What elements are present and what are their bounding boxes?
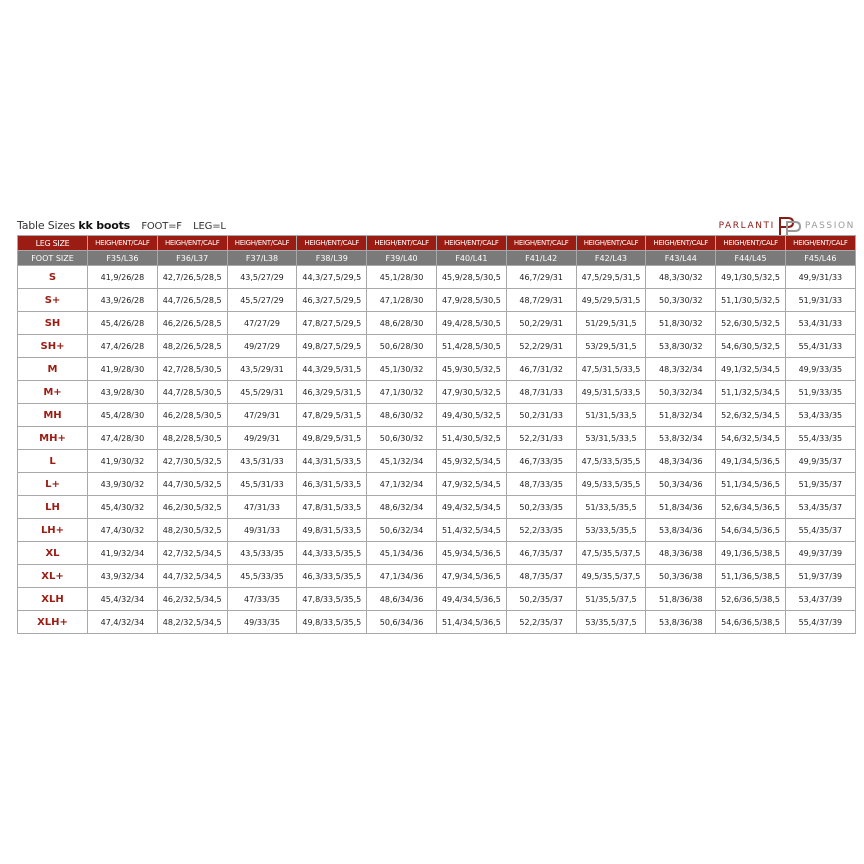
measurement-cell: 47,1/34/36 xyxy=(367,565,437,588)
leg-size-label: L xyxy=(18,450,88,473)
measurement-cell: 42,7/28,5/30,5 xyxy=(157,358,227,381)
measurement-cell: 47,5/29,5/31,5 xyxy=(576,266,646,289)
size-code-header: F36/L37 xyxy=(157,251,227,266)
measurement-cell: 45,9/34,5/36,5 xyxy=(436,542,506,565)
brand-word-parlanti: PARLANTI xyxy=(718,221,775,231)
measurement-cell: 51/29,5/31,5 xyxy=(576,312,646,335)
measure-label-header: HEIGH/ENT/CALF xyxy=(227,236,297,251)
table-row xyxy=(18,496,856,519)
measurement-cell: 45,4/28/30 xyxy=(88,404,158,427)
measurement-cell: 47,9/30,5/32,5 xyxy=(436,381,506,404)
measurement-cell: 43,9/30/32 xyxy=(88,473,158,496)
size-table-body xyxy=(18,266,856,634)
measurement-cell: 48,2/28,5/30,5 xyxy=(157,427,227,450)
page-title xyxy=(17,219,226,232)
measurement-cell: 50,2/33/35 xyxy=(506,496,576,519)
measurement-cell: 49,4/32,5/34,5 xyxy=(436,496,506,519)
measurement-cell: 45,1/30/32 xyxy=(367,358,437,381)
brand-logo xyxy=(719,216,855,236)
measurement-cell: 49,1/34,5/36,5 xyxy=(716,450,786,473)
measurement-cell: 55,4/33/35 xyxy=(785,427,855,450)
measurement-cell: 54,6/32,5/34,5 xyxy=(716,427,786,450)
measurement-cell: 51,4/28,5/30,5 xyxy=(436,335,506,358)
table-row xyxy=(18,519,856,542)
measurement-cell: 48,2/30,5/32,5 xyxy=(157,519,227,542)
measurement-cell: 46,3/27,5/29,5 xyxy=(297,289,367,312)
measurement-cell: 46,7/29/31 xyxy=(506,266,576,289)
measurement-cell: 43,5/33/35 xyxy=(227,542,297,565)
measurement-cell: 49,4/28,5/30,5 xyxy=(436,312,506,335)
size-table xyxy=(17,235,856,634)
measurement-cell: 55,4/35/37 xyxy=(785,519,855,542)
size-code-header: F35/L36 xyxy=(88,251,158,266)
measurement-cell: 49,8/33,5/35,5 xyxy=(297,611,367,634)
measurement-cell: 46,7/33/35 xyxy=(506,450,576,473)
measurement-cell: 50,3/30/32 xyxy=(646,289,716,312)
measurement-cell: 51/31,5/33,5 xyxy=(576,404,646,427)
measure-label-header: HEIGH/ENT/CALF xyxy=(716,236,786,251)
measurement-cell: 52,2/29/31 xyxy=(506,335,576,358)
measurement-cell: 51,1/30,5/32,5 xyxy=(716,289,786,312)
leg-size-header: LEG SIZE xyxy=(18,236,88,251)
measurement-cell: 47/29/31 xyxy=(227,404,297,427)
measurement-cell: 52,2/35/37 xyxy=(506,611,576,634)
size-code-header: F42/L43 xyxy=(576,251,646,266)
measurement-cell: 49,8/29,5/31,5 xyxy=(297,427,367,450)
measurement-cell: 46,2/32,5/34,5 xyxy=(157,588,227,611)
size-code-header: F39/L40 xyxy=(367,251,437,266)
measurement-cell: 41,9/32/34 xyxy=(88,542,158,565)
measurement-cell: 51,1/36,5/38,5 xyxy=(716,565,786,588)
measurement-cell: 45,5/33/35 xyxy=(227,565,297,588)
table-row xyxy=(18,565,856,588)
measurement-cell: 49,8/31,5/33,5 xyxy=(297,519,367,542)
leg-size-label: M+ xyxy=(18,381,88,404)
measurement-cell: 53,8/32/34 xyxy=(646,427,716,450)
measurement-cell: 46,7/35/37 xyxy=(506,542,576,565)
title-prefix: Table Sizes xyxy=(17,219,76,232)
measurement-cell: 52,6/36,5/38,5 xyxy=(716,588,786,611)
table-row xyxy=(18,358,856,381)
table-row xyxy=(18,427,856,450)
measurement-cell: 53,8/30/32 xyxy=(646,335,716,358)
measurement-cell: 47,9/34,5/36,5 xyxy=(436,565,506,588)
size-code-header-row xyxy=(18,251,856,266)
measurement-cell: 49,9/37/39 xyxy=(785,542,855,565)
table-row xyxy=(18,266,856,289)
measurement-cell: 49,4/34,5/36,5 xyxy=(436,588,506,611)
measurement-cell: 49,4/30,5/32,5 xyxy=(436,404,506,427)
measurement-cell: 47,5/35,5/37,5 xyxy=(576,542,646,565)
measurement-cell: 53,4/35/37 xyxy=(785,496,855,519)
table-row xyxy=(18,381,856,404)
measurement-cell: 48,7/31/33 xyxy=(506,381,576,404)
table-row xyxy=(18,404,856,427)
measurement-cell: 47,4/32/34 xyxy=(88,611,158,634)
title-product: kk boots xyxy=(78,219,131,232)
measurement-cell: 50,2/31/33 xyxy=(506,404,576,427)
size-code-header: F37/L38 xyxy=(227,251,297,266)
measurement-cell: 47,1/28/30 xyxy=(367,289,437,312)
measurement-cell: 43,5/27/29 xyxy=(227,266,297,289)
measurement-cell: 47,8/31,5/33,5 xyxy=(297,496,367,519)
measurement-cell: 48,2/26,5/28,5 xyxy=(157,335,227,358)
measurement-cell: 44,7/26,5/28,5 xyxy=(157,289,227,312)
size-code-header: F38/L39 xyxy=(297,251,367,266)
measurement-cell: 49,5/35,5/37,5 xyxy=(576,565,646,588)
pp-monogram-icon xyxy=(777,216,803,236)
leg-size-label: XL+ xyxy=(18,565,88,588)
measurement-cell: 42,7/32,5/34,5 xyxy=(157,542,227,565)
measurement-cell: 47,4/26/28 xyxy=(88,335,158,358)
measurement-cell: 46,3/29,5/31,5 xyxy=(297,381,367,404)
measurement-cell: 45,5/29/31 xyxy=(227,381,297,404)
measurement-cell: 51,4/32,5/34,5 xyxy=(436,519,506,542)
size-code-header: F44/L45 xyxy=(716,251,786,266)
measurement-cell: 51,8/34/36 xyxy=(646,496,716,519)
measure-label-header: HEIGH/ENT/CALF xyxy=(436,236,506,251)
measurement-cell: 52,6/32,5/34,5 xyxy=(716,404,786,427)
measurement-cell: 45,1/28/30 xyxy=(367,266,437,289)
measurement-cell: 46,2/30,5/32,5 xyxy=(157,496,227,519)
measurement-cell: 50,3/34/36 xyxy=(646,473,716,496)
measurement-cell: 44,3/31,5/33,5 xyxy=(297,450,367,473)
measurement-cell: 48,6/30/32 xyxy=(367,404,437,427)
measurement-cell: 47,8/29,5/31,5 xyxy=(297,404,367,427)
measurement-cell: 53,8/36/38 xyxy=(646,611,716,634)
measurement-cell: 41,9/26/28 xyxy=(88,266,158,289)
measurement-cell: 51,4/34,5/36,5 xyxy=(436,611,506,634)
measurement-cell: 53/31,5/33,5 xyxy=(576,427,646,450)
foot-size-header: FOOT SIZE xyxy=(18,251,88,266)
measure-label-header: HEIGH/ENT/CALF xyxy=(576,236,646,251)
measurement-cell: 45,5/31/33 xyxy=(227,473,297,496)
measurement-cell: 55,4/31/33 xyxy=(785,335,855,358)
measurement-cell: 49,5/33,5/35,5 xyxy=(576,473,646,496)
measurement-cell: 48,6/34/36 xyxy=(367,588,437,611)
measurement-cell: 44,3/33,5/35,5 xyxy=(297,542,367,565)
table-row xyxy=(18,289,856,312)
measurement-cell: 48,7/35/37 xyxy=(506,565,576,588)
measurement-cell: 47,4/30/32 xyxy=(88,519,158,542)
measurement-cell: 50,6/34/36 xyxy=(367,611,437,634)
table-header-bar xyxy=(17,215,855,235)
leg-legend-note: LEG=L xyxy=(193,221,226,232)
measurement-cell: 50,6/30/32 xyxy=(367,427,437,450)
measurement-cell: 46,3/31,5/33,5 xyxy=(297,473,367,496)
measure-label-header: HEIGH/ENT/CALF xyxy=(785,236,855,251)
measurement-cell: 51,1/32,5/34,5 xyxy=(716,381,786,404)
measurement-cell: 49,5/29,5/31,5 xyxy=(576,289,646,312)
measure-header-row xyxy=(18,236,856,251)
measurement-cell: 50,3/36/38 xyxy=(646,565,716,588)
measurement-cell: 45,4/32/34 xyxy=(88,588,158,611)
measurement-cell: 51,8/36/38 xyxy=(646,588,716,611)
measurement-cell: 43,5/31/33 xyxy=(227,450,297,473)
measurement-cell: 54,6/34,5/36,5 xyxy=(716,519,786,542)
measurement-cell: 50,2/35/37 xyxy=(506,588,576,611)
measurement-cell: 52,6/30,5/32,5 xyxy=(716,312,786,335)
measurement-cell: 45,9/32,5/34,5 xyxy=(436,450,506,473)
measurement-cell: 42,7/26,5/28,5 xyxy=(157,266,227,289)
table-row xyxy=(18,588,856,611)
measurement-cell: 45,4/30/32 xyxy=(88,496,158,519)
measure-label-header: HEIGH/ENT/CALF xyxy=(506,236,576,251)
measurement-cell: 53/33,5/35,5 xyxy=(576,519,646,542)
measurement-cell: 47,1/30/32 xyxy=(367,381,437,404)
measurement-cell: 47,8/27,5/29,5 xyxy=(297,312,367,335)
measurement-cell: 49,1/30,5/32,5 xyxy=(716,266,786,289)
measurement-cell: 49,5/31,5/33,5 xyxy=(576,381,646,404)
measurement-cell: 49/33/35 xyxy=(227,611,297,634)
measurement-cell: 46,2/28,5/30,5 xyxy=(157,404,227,427)
measurement-cell: 51,4/30,5/32,5 xyxy=(436,427,506,450)
leg-size-label: S+ xyxy=(18,289,88,312)
measurement-cell: 51,8/32/34 xyxy=(646,404,716,427)
measurement-cell: 51,9/33/35 xyxy=(785,381,855,404)
measurement-cell: 43,9/26/28 xyxy=(88,289,158,312)
measurement-cell: 45,9/30,5/32,5 xyxy=(436,358,506,381)
measurement-cell: 48,3/34/36 xyxy=(646,450,716,473)
measure-label-header: HEIGH/ENT/CALF xyxy=(88,236,158,251)
measurement-cell: 51,9/35/37 xyxy=(785,473,855,496)
measurement-cell: 53/29,5/31,5 xyxy=(576,335,646,358)
measure-label-header: HEIGH/ENT/CALF xyxy=(297,236,367,251)
measurement-cell: 53,4/31/33 xyxy=(785,312,855,335)
leg-size-label: S xyxy=(18,266,88,289)
size-code-header: F40/L41 xyxy=(436,251,506,266)
measurement-cell: 41,9/28/30 xyxy=(88,358,158,381)
leg-size-label: LH xyxy=(18,496,88,519)
table-row xyxy=(18,450,856,473)
measurement-cell: 48,6/32/34 xyxy=(367,496,437,519)
measurement-cell: 50,2/29/31 xyxy=(506,312,576,335)
measurement-cell: 44,7/32,5/34,5 xyxy=(157,565,227,588)
measurement-cell: 41,9/30/32 xyxy=(88,450,158,473)
measurement-cell: 44,3/29,5/31,5 xyxy=(297,358,367,381)
measurement-cell: 51,9/37/39 xyxy=(785,565,855,588)
measurement-cell: 52,2/31/33 xyxy=(506,427,576,450)
measurement-cell: 47,4/28/30 xyxy=(88,427,158,450)
measurement-cell: 49,9/33/35 xyxy=(785,358,855,381)
measurement-cell: 52,6/34,5/36,5 xyxy=(716,496,786,519)
measurement-cell: 49,8/27,5/29,5 xyxy=(297,335,367,358)
measurement-cell: 44,3/27,5/29,5 xyxy=(297,266,367,289)
size-code-header: F41/L42 xyxy=(506,251,576,266)
leg-size-label: MH+ xyxy=(18,427,88,450)
measurement-cell: 49,1/32,5/34,5 xyxy=(716,358,786,381)
leg-size-label: MH xyxy=(18,404,88,427)
measurement-cell: 47,5/31,5/33,5 xyxy=(576,358,646,381)
measurement-cell: 48,3/36/38 xyxy=(646,542,716,565)
measurement-cell: 52,2/33/35 xyxy=(506,519,576,542)
measurement-cell: 47/33/35 xyxy=(227,588,297,611)
measurement-cell: 47,9/28,5/30,5 xyxy=(436,289,506,312)
measure-label-header: HEIGH/ENT/CALF xyxy=(646,236,716,251)
leg-size-label: XLH xyxy=(18,588,88,611)
brand-word-passion: PASSION xyxy=(804,221,855,231)
measurement-cell: 48,6/28/30 xyxy=(367,312,437,335)
leg-size-label: L+ xyxy=(18,473,88,496)
measurement-cell: 51,1/34,5/36,5 xyxy=(716,473,786,496)
measurement-cell: 43,5/29/31 xyxy=(227,358,297,381)
measurement-cell: 47/31/33 xyxy=(227,496,297,519)
measurement-cell: 54,6/36,5/38,5 xyxy=(716,611,786,634)
measurement-cell: 48,3/30/32 xyxy=(646,266,716,289)
table-row xyxy=(18,611,856,634)
measurement-cell: 47,8/33,5/35,5 xyxy=(297,588,367,611)
measurement-cell: 42,7/30,5/32,5 xyxy=(157,450,227,473)
measurement-cell: 47,5/33,5/35,5 xyxy=(576,450,646,473)
measurement-cell: 49/27/29 xyxy=(227,335,297,358)
measurement-cell: 45,1/34/36 xyxy=(367,542,437,565)
size-code-header: F43/L44 xyxy=(646,251,716,266)
table-row xyxy=(18,473,856,496)
leg-size-label: SH xyxy=(18,312,88,335)
measurement-cell: 49/31/33 xyxy=(227,519,297,542)
measurement-cell: 50,3/32/34 xyxy=(646,381,716,404)
leg-size-label: M xyxy=(18,358,88,381)
measurement-cell: 47,9/32,5/34,5 xyxy=(436,473,506,496)
measurement-cell: 45,5/27/29 xyxy=(227,289,297,312)
measurement-cell: 53,4/33/35 xyxy=(785,404,855,427)
leg-size-label: XLH+ xyxy=(18,611,88,634)
measurement-cell: 47/27/29 xyxy=(227,312,297,335)
measurement-cell: 45,9/28,5/30,5 xyxy=(436,266,506,289)
measurement-cell: 51,8/30/32 xyxy=(646,312,716,335)
measurement-cell: 51,9/31/33 xyxy=(785,289,855,312)
leg-size-label: LH+ xyxy=(18,519,88,542)
measurement-cell: 53,8/34/36 xyxy=(646,519,716,542)
measurement-cell: 55,4/37/39 xyxy=(785,611,855,634)
foot-legend-note: FOOT=F xyxy=(141,221,182,232)
measurement-cell: 49,9/31/33 xyxy=(785,266,855,289)
measurement-cell: 47,1/32/34 xyxy=(367,473,437,496)
measurement-cell: 48,2/32,5/34,5 xyxy=(157,611,227,634)
measurement-cell: 50,6/32/34 xyxy=(367,519,437,542)
measurement-cell: 48,7/33/35 xyxy=(506,473,576,496)
measurement-cell: 54,6/30,5/32,5 xyxy=(716,335,786,358)
measurement-cell: 43,9/32/34 xyxy=(88,565,158,588)
measure-label-header: HEIGH/ENT/CALF xyxy=(157,236,227,251)
table-row xyxy=(18,542,856,565)
measurement-cell: 49/29/31 xyxy=(227,427,297,450)
measurement-cell: 45,1/32/34 xyxy=(367,450,437,473)
measurement-cell: 46,7/31/32 xyxy=(506,358,576,381)
leg-size-label: XL xyxy=(18,542,88,565)
measurement-cell: 48,7/29/31 xyxy=(506,289,576,312)
measurement-cell: 49,1/36,5/38,5 xyxy=(716,542,786,565)
measurement-cell: 46,3/33,5/35,5 xyxy=(297,565,367,588)
measurement-cell: 49,9/35/37 xyxy=(785,450,855,473)
measurement-cell: 51/33,5/35,5 xyxy=(576,496,646,519)
measure-label-header: HEIGH/ENT/CALF xyxy=(367,236,437,251)
measurement-cell: 44,7/30,5/32,5 xyxy=(157,473,227,496)
table-row xyxy=(18,335,856,358)
measurement-cell: 44,7/28,5/30,5 xyxy=(157,381,227,404)
measurement-cell: 46,2/26,5/28,5 xyxy=(157,312,227,335)
measurement-cell: 53/35,5/37,5 xyxy=(576,611,646,634)
table-row xyxy=(18,312,856,335)
measurement-cell: 43,9/28/30 xyxy=(88,381,158,404)
measurement-cell: 53,4/37/39 xyxy=(785,588,855,611)
leg-size-label: SH+ xyxy=(18,335,88,358)
measurement-cell: 50,6/28/30 xyxy=(367,335,437,358)
measurement-cell: 45,4/26/28 xyxy=(88,312,158,335)
size-code-header: F45/L46 xyxy=(785,251,855,266)
measurement-cell: 48,3/32/34 xyxy=(646,358,716,381)
measurement-cell: 51/35,5/37,5 xyxy=(576,588,646,611)
